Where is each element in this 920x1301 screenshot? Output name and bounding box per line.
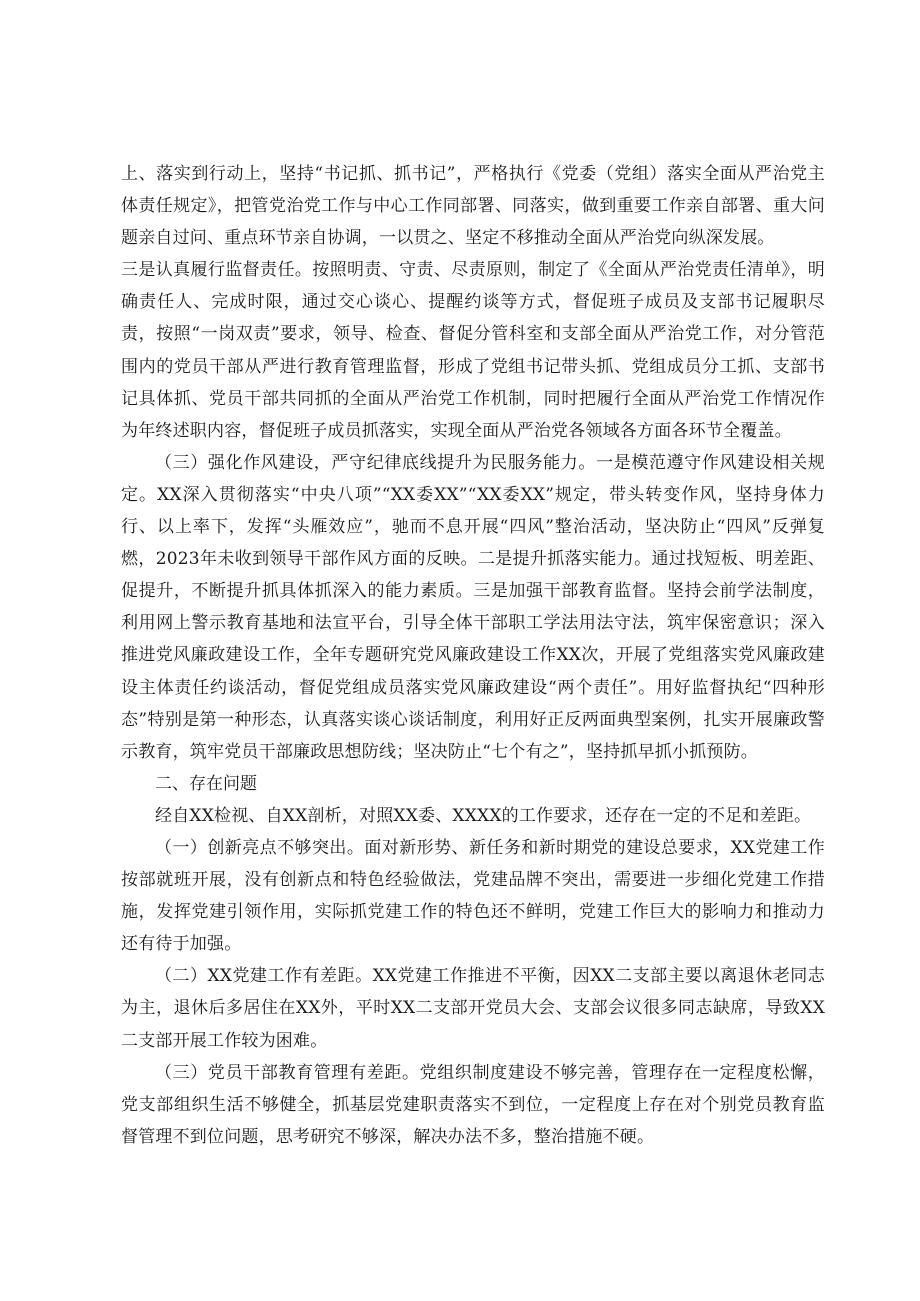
paragraph-supervision-responsibility: 三是认真履行监督责任。按照明责、守责、尽责原则，制定了《全面从严治党责任清单》，明确责任人、完成时限，通过交心谈心、提醒约谈等方式，督促班子成员及支部书记履职尽责，按照“一岗双责”要求，领导、检查、督促分管科室和支部全面从严治党工作，对分管范围内的党员干部从严进行教育管理监督，形成了党组书记带头抓、党组成员分工抓、支部书记具体抓、党员干部共同抓的全面从严治党工作机制，同时把履行全面从严治党工作情况作为年终述职内容，督促班子成员抓落实，实现全面从严治党各领域各方面各环节全覆盖。 bbox=[121, 260, 825, 441]
paragraph-main-responsibility: 上、落实到行动上，坚持“书记抓、抓书记”，严格执行《党委（党组）落实全面从严治党主体责任规定》，把管党治党工作与中心工作同部署、同落实，做到重要工作亲自部署、重大问题亲自过问、重点环节亲自协调，一以贯之、坚定不移推动全面从严治党向纵深发展。 bbox=[121, 164, 825, 249]
paragraph-problems-intro: 经自XX检视、自XX剖析，对照XX委、XXXX的工作要求，还存在一定的不足和差距。 bbox=[155, 805, 812, 826]
paragraph-problem-innovation: （一）创新亮点不够突出。面对新形势、新任务和新时期党的建设总要求，XX党建工作按部就班开展，没有创新点和特色经验做法，党建品牌不突出，需要进一步细化党建工作措施，发挥党建引领作用，实际抓党建工作的特色还不鲜明，党建工作巨大的影响力和推动力还有待于加强。 bbox=[121, 837, 825, 955]
paragraph-problem-education: （三）党员干部教育管理有差距。党组织制度建设不够完善，管理存在一定程度松懈，党支部组织生活不够健全，抓基层党建职责落实不到位，一定程度上存在对个别党员教育监督管理不到位问题，思考研究不够深，解决办法不多，整治措施不硬。 bbox=[121, 1062, 825, 1147]
section-heading-problems: 二、存在问题 bbox=[155, 773, 257, 794]
paragraph-work-style: （三）强化作风建设，严守纪律底线提升为民服务能力。一是模范遵守作风建设相关规定。XX深入贯彻落实“中央八项”“XX委XX”“XX委XX”规定，带头转变作风，坚持身体力行、以上率下，发挥“头雁效应”，驰而不息开展“四风”整治活动，坚决防止“四风”反弹复燃，2023年未收到领导干部作风方面的反映。二是提升抓落实能力。通过找短板、明差距、促提升，不断提升抓具体抓深入的能力素质。三是加强干部教育监督。坚持会前学法制度，利用网上警示教育基地和法宣平台，引导全体干部职工学法用法守法，筑牢保密意识；深入推进党风廉政建设工作，全年专题研究党风廉政建设工作XX次，开展了党组落实党风廉政建设主体责任约谈活动，督促党组成员落实党风廉政建设“两个责任”。用好监督执纪“四种形态”特别是第一种形态，认真落实谈心谈话制度，利用好正反两面典型案例，扎实开展廉政警示教育，筑牢党员干部廉政思想防线；坚决防止“七个有之”，坚持抓早抓小抓预防。 bbox=[121, 452, 825, 762]
paragraph-problem-party-building: （二）XX党建工作有差距。XX党建工作推进不平衡，因XX二支部主要以离退休老同志为主，退休后多居住在XX外，平时XX二支部开党员大会、支部会议很多同志缺席，导致XX二支部开展工作较为困难。 bbox=[121, 966, 825, 1051]
document-body bbox=[121, 158, 825, 1153]
